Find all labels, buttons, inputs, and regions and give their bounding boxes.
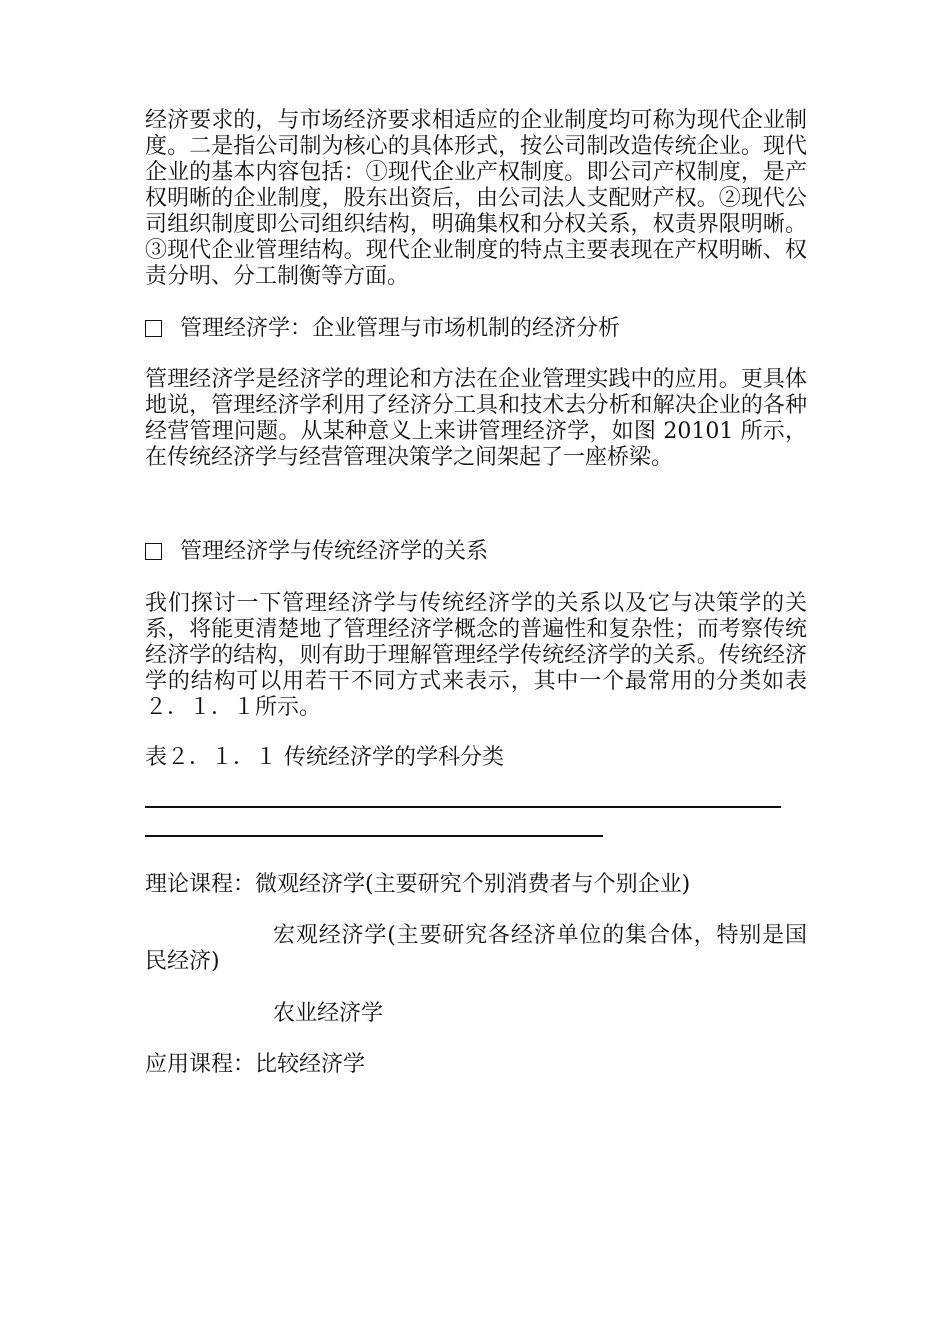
checkbox-icon xyxy=(145,543,162,560)
document-page xyxy=(145,108,807,1078)
theory-item-agri: 农业经济学 xyxy=(273,1001,384,1026)
section1-heading xyxy=(145,316,807,342)
intro-paragraph: 经济要求的，与市场经济要求相适应的企业制度均可称为现代企业制度。二是指公司制为核心的具体形式，按公司制改造传统企业。现代企业的基本内容包括：①现代企业产权制度。即公司产权制度，是产权明晰的企业制度，股东出资后，由公司法人支配财产权。②现代公司组织制度即公司组织结构，明确集权和分权关系，权责界限明晰。③现代企业管理结构。现代企业制度的特点主要表现在产权明晰、权责分明、分工制衡等方面。 xyxy=(145,108,807,289)
section1-body: 管理经济学是经济学的理论和方法在企业管理实践中的应用。更具体地说，管理经济学利用了经济分工具和技术去分析和解决企业的各种经营管理问题。从某种意义上来讲管理经济学，如图 20101 所示，在传统经济学与经营管理决策学之间架起了一座桥梁。 xyxy=(145,367,807,470)
theory-row xyxy=(145,872,807,898)
table-caption: 表２．１．１ 传统经济学的学科分类 xyxy=(145,745,504,770)
theory-label: 理论课程： xyxy=(145,872,256,897)
section2-heading xyxy=(145,539,807,565)
theory-item-macro: 宏观经济学(主要研究各经济单位的集合体，特别是国民经济) xyxy=(145,923,807,974)
checkbox-icon xyxy=(145,320,162,337)
applied-label: 应用课程： xyxy=(145,1052,256,1077)
section2-body: 我们探讨一下管理经济学与传统经济学的关系以及它与决策学的关系，将能更清楚地了管理经济学概念的普遍性和复杂性；而考察传统经济学的结构，则有助于理解管理经学传统经济学的关系。传统经济学的结构可以用若干不同方式来表示，其中一个最常用的分类如表２．１．１所示。 xyxy=(145,591,807,720)
section1-title: 管理经济学：企业管理与市场机制的经济分析 xyxy=(180,316,621,341)
theory-item-micro: 微观经济学(主要研究个别消费者与个别企业) xyxy=(255,872,691,897)
applied-item-comparative: 比较经济学 xyxy=(255,1052,366,1077)
section2-title: 管理经济学与传统经济学的关系 xyxy=(180,539,489,564)
applied-row xyxy=(145,1052,807,1078)
